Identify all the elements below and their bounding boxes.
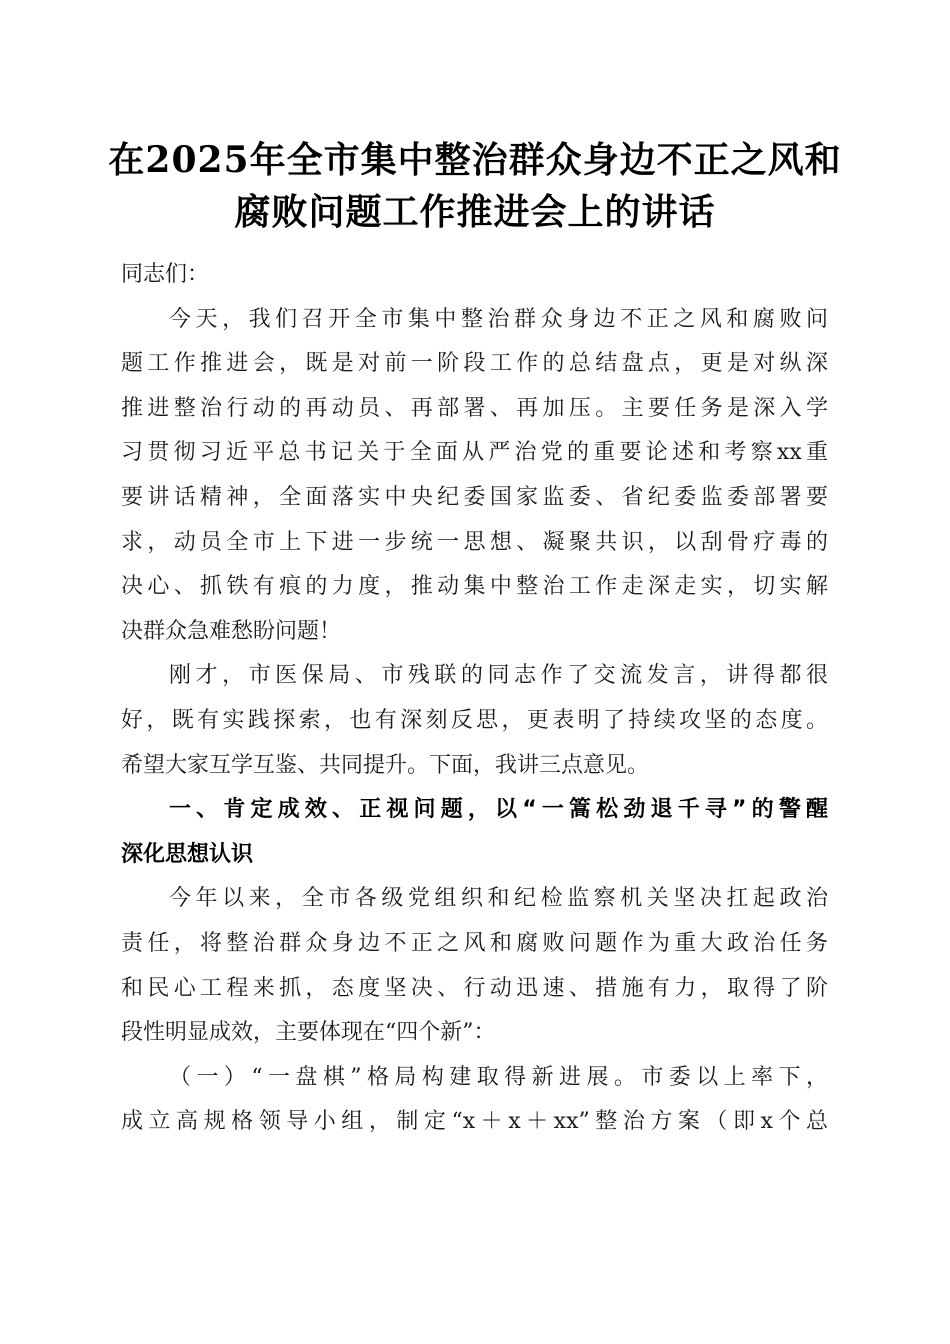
subsection-line: （一）“一盘棋”格局构建取得新进展。市委以上率下， (169, 1064, 828, 1090)
section-paragraph-line: 责任，将整治群众身边不正之风和腐败问题作为重大政治任务 (121, 930, 828, 956)
paragraph-1-line: 要讲话精神，全面落实中央纪委国家监委、省纪委监委部署要 (121, 484, 828, 510)
section-paragraph-line: 和民心工程来抓，态度坚决、行动迅速、措施有力，取得了阶 (121, 975, 828, 1001)
section-heading-line: 深化思想认识 (121, 841, 254, 867)
paragraph-1-line: 决群众急难愁盼问题！ (121, 618, 342, 644)
paragraph-1-line: 推进整治行动的再动员、再部署、再加压。主要任务是深入学 (121, 395, 828, 421)
section-heading-line: 一、肯定成效、正视问题，以“一篙松劲退千寻”的警醒 (169, 797, 828, 823)
paragraph-2-line: 好，既有实践探索，也有深刻反思，更表明了持续攻坚的态度。 (121, 707, 828, 733)
document-body (121, 253, 828, 1145)
salutation: 同志们： (121, 262, 210, 287)
paragraph-1-line: 求，动员全市上下进一步统一思想、凝聚共识，以刮骨疗毒的 (121, 529, 828, 555)
paragraph-1-line: 今天，我们召开全市集中整治群众身边不正之风和腐败问 (169, 306, 828, 332)
paragraph-1-line: 习贯彻习近平总书记关于全面从严治党的重要论述和考察xx重 (121, 440, 828, 466)
paragraph-2-line: 刚才，市医保局、市残联的同志作了交流发言，讲得都很 (169, 663, 828, 689)
document-title (95, 134, 855, 238)
paragraph-1-line: 决心、抓铁有痕的力度，推动集中整治工作走深走实，切实解 (121, 574, 828, 600)
section-paragraph-line: 段性明显成效，主要体现在“四个新”： (121, 1020, 496, 1046)
paragraph-1-line: 题工作推进会，既是对前一阶段工作的总结盘点，更是对纵深 (121, 351, 828, 377)
section-paragraph-line: 今年以来，全市各级党组织和纪检监察机关坚决扛起政治 (169, 886, 828, 912)
title-line-2: 腐败问题工作推进会上的讲话 (234, 191, 716, 233)
subsection-line: 成立高规格领导小组，制定“x＋x＋xx”整治方案（即x个总 (121, 1109, 828, 1135)
paragraph-2-line: 希望大家互学互鉴、共同提升。下面，我讲三点意见。 (121, 752, 650, 778)
title-line-1: 在2025年全市集中整治群众身边不正之风和 (108, 139, 842, 181)
